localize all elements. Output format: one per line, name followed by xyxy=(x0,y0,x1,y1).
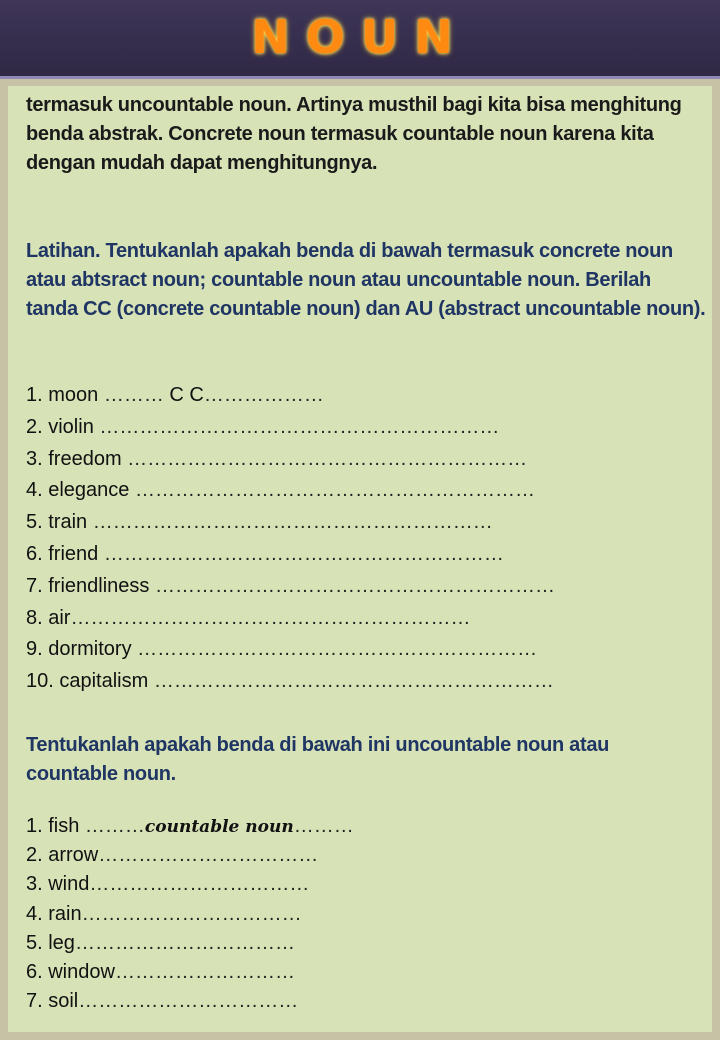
exercise2-list xyxy=(26,815,354,1019)
dots-after: …………………………………………………… xyxy=(127,447,528,470)
dots-after: …………………………………………………… xyxy=(134,479,535,502)
answer-text: C C xyxy=(169,384,204,406)
answer-text: countable noun xyxy=(144,817,294,837)
item-label: 1. fish xyxy=(26,815,85,837)
dots-after: ……………… xyxy=(203,384,324,406)
dots-before: ……… xyxy=(84,815,145,837)
list-item xyxy=(26,670,555,702)
dots-after: …………………………………………………… xyxy=(103,542,504,565)
exercise1-instruction: Latihan. Tentukanlah apakah benda di bawah termasuk concrete noun atau abtsract noun; countable noun atau uncountable noun. Berilah tanda CC (concrete countable noun) dan AU (abstract uncountable noun). xyxy=(26,240,706,320)
item-label: 2. violin xyxy=(26,415,100,438)
dots-after: …………………………………………………… xyxy=(137,638,538,661)
header-bar xyxy=(0,0,720,79)
item-label: 10. capitalism xyxy=(26,670,154,693)
list-item xyxy=(26,607,555,639)
dots-after: …………………………………………………… xyxy=(70,606,471,629)
intro-paragraph: termasuk uncountable noun. Artinya musthil bagi kita bisa menghitung benda abstrak. Concrete noun termasuk countable noun karena kita dengan mudah dapat menghitungnya. xyxy=(26,94,682,174)
list-item xyxy=(26,844,354,873)
dots-after: …………………………… xyxy=(89,873,310,896)
list-item xyxy=(26,479,555,511)
list-item xyxy=(26,448,555,480)
list-item xyxy=(26,990,354,1019)
page-title: NOUN xyxy=(251,10,469,64)
list-item xyxy=(26,543,555,575)
item-label: 3. wind xyxy=(26,873,90,896)
dots-after: …………………………………………………… xyxy=(153,670,554,693)
item-label: 5. leg xyxy=(26,931,75,954)
dots-after: …………………………… xyxy=(98,844,319,867)
item-label: 9. dormitory xyxy=(26,638,138,661)
dots-after: …………………………………………………… xyxy=(92,511,493,534)
dots-after: …………………………… xyxy=(78,990,299,1013)
item-label: 6. friend xyxy=(26,542,104,565)
dots-before: ……… xyxy=(103,384,170,406)
content-panel xyxy=(8,86,712,1032)
list-item xyxy=(26,575,555,607)
list-item xyxy=(26,961,354,990)
item-label: 2. arrow xyxy=(26,844,99,867)
list-item xyxy=(26,903,354,932)
list-item xyxy=(26,815,354,844)
item-label: 5. train xyxy=(26,511,93,534)
dots-after: ……… xyxy=(293,815,354,837)
dots-after: …………………………………………………… xyxy=(99,415,500,438)
list-item xyxy=(26,384,555,416)
exercise2-instruction: Tentukanlah apakah benda di bawah ini uncountable noun atau countable noun. xyxy=(26,734,610,785)
list-item xyxy=(26,638,555,670)
exercise1-list xyxy=(26,384,555,702)
dots-after: …………………………… xyxy=(74,931,295,954)
list-item xyxy=(26,511,555,543)
item-label: 8. air xyxy=(26,606,71,629)
dots-after: ……………………… xyxy=(114,960,295,983)
dots-after: …………………………………………………… xyxy=(154,574,555,597)
item-label: 7. soil xyxy=(26,990,79,1013)
item-label: 4. elegance xyxy=(26,479,135,502)
list-item xyxy=(26,932,354,961)
list-item xyxy=(26,416,555,448)
dots-after: …………………………… xyxy=(81,902,302,925)
item-label: 4. rain xyxy=(26,902,82,925)
list-item xyxy=(26,873,354,902)
item-label: 1. moon xyxy=(26,384,104,406)
item-label: 6. window xyxy=(26,960,115,983)
item-label: 7. friendliness xyxy=(26,574,155,597)
item-label: 3. freedom xyxy=(26,447,128,470)
